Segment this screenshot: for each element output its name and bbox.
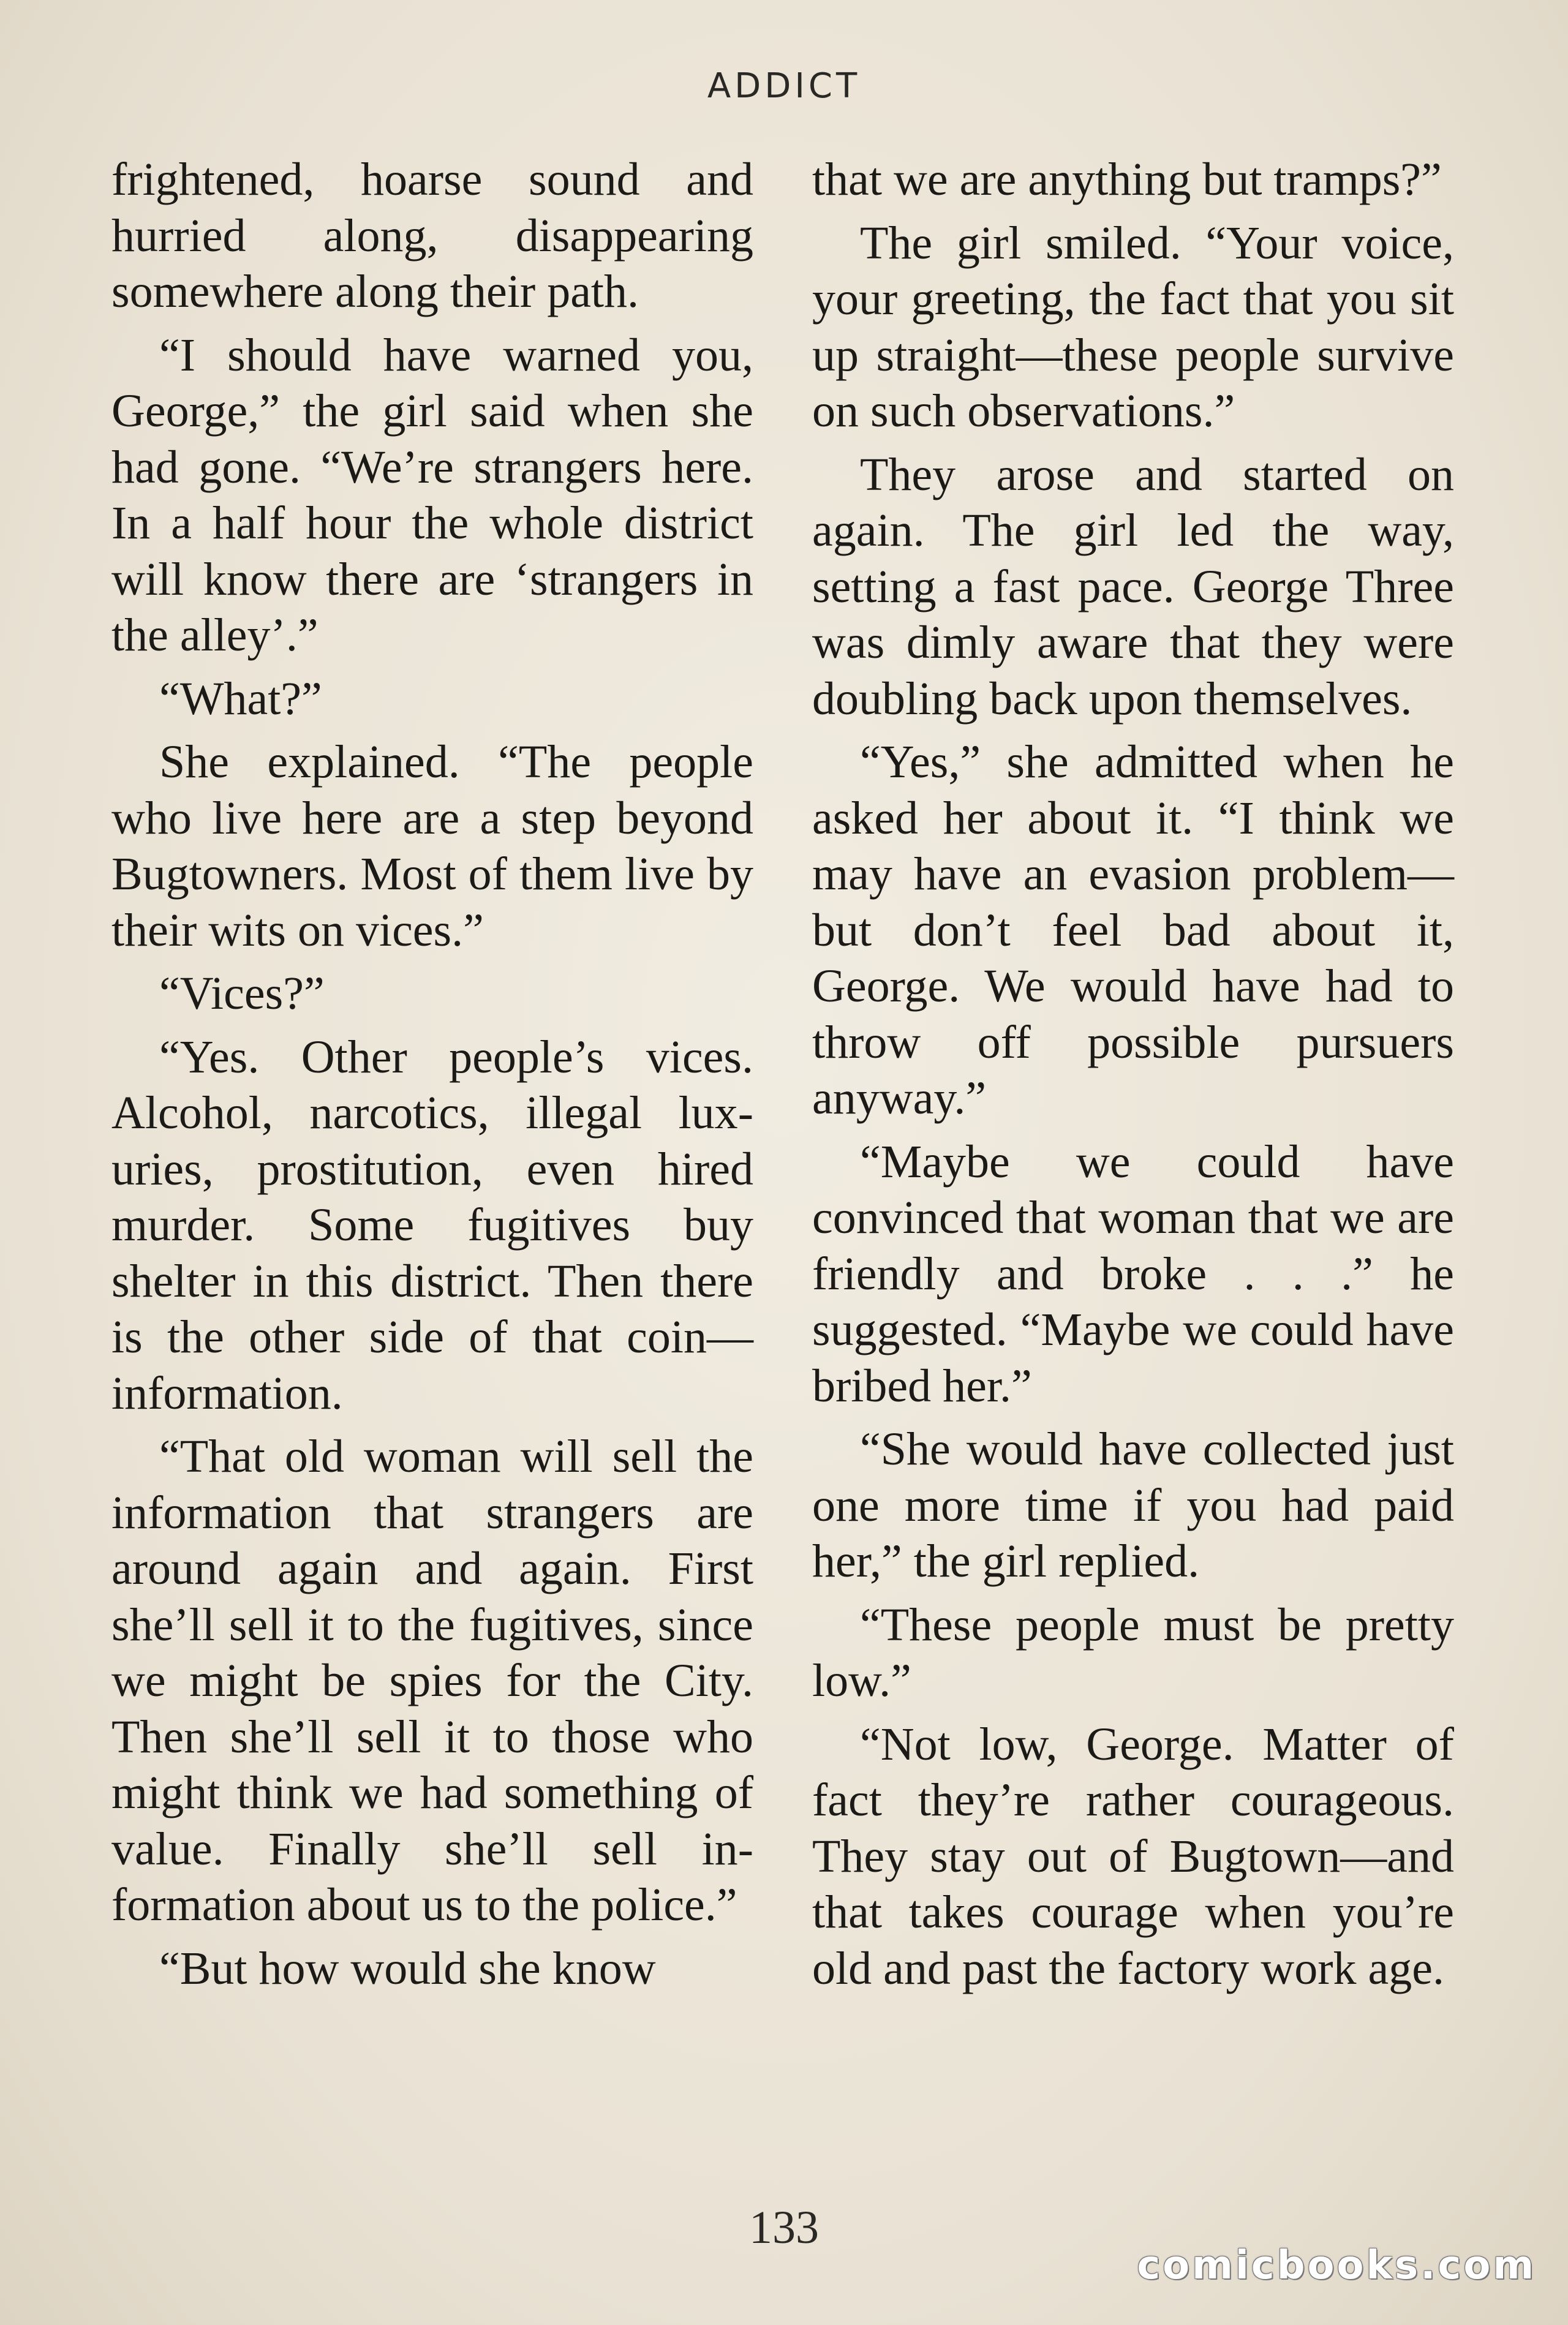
paragraph: “Maybe we could have convinced that woman that we are friendly and broke . . .” he suggested. “Maybe we could have bribed her.”: [812, 1136, 1454, 1412]
page-number: 133: [749, 2202, 819, 2253]
paragraph: They arose and started on again. The girl led the way, setting a fast pace. George Three was dimly aware that they were doubling back upon themselves.: [812, 448, 1454, 725]
paragraph: “That old woman will sell the information that strangers are around again and again. First she’ll sell it to the fugitives, since we might be spies for the City. Then she’ll sell it to those who might think we had something of value. Finally she’ll sell information about us to the police.”: [111, 1431, 753, 1931]
right-column: [812, 152, 1454, 1997]
paragraph: “Yes,” she admitted when he asked her about it. “I think we may have an evasion problem—but don’t feel bad about it, George. We would have had to throw off possible pursuers anyway.”: [812, 736, 1454, 1124]
paragraph: “Not low, George. Matter of fact they’re rather courageous. They stay out of Bugtown—and that takes courage when you’re old and past the factory work age.: [812, 1718, 1454, 1994]
paragraph: “Vices?”: [159, 968, 325, 1019]
paragraph: “I should have warned you, George,” the girl said when she had gone. “We’re strangers here. In a half hour the whole district will know there are ‘strangers in the alley’.”: [111, 329, 753, 661]
watermark: comicbooks.com: [1137, 2243, 1536, 2288]
left-column: [111, 152, 753, 1997]
paragraph: The girl smiled. “Your voice, your greeting, the fact that you sit up straight—these people survive on such observations.”: [812, 217, 1454, 437]
paragraph: “These people must be pretty low.”: [812, 1599, 1454, 1706]
paragraph: “She would have collected just one more time if you had paid her,” the girl replied.: [812, 1423, 1454, 1587]
paragraph: that we are anything but tramps?”: [812, 154, 1442, 205]
paragraph: She explained. “The people who live here are a step beyond Bugtowners. Most of them live by their wits on vices.”: [111, 736, 753, 956]
paragraph: “But how would she know: [159, 1942, 656, 1994]
paragraph: frightened, hoarse sound and hurried along, disappearing somewhere along their path.: [111, 154, 753, 317]
running-head: ADDICT: [707, 66, 861, 106]
paragraph: “Yes. Other people’s vices. Alcohol, narcotics, illegal luxuries, prostitution, even hired murder. Some fugitives buy shelter in this district. Then there is the other side of that coin—information.: [111, 1031, 753, 1419]
paragraph: “What?”: [159, 673, 322, 725]
